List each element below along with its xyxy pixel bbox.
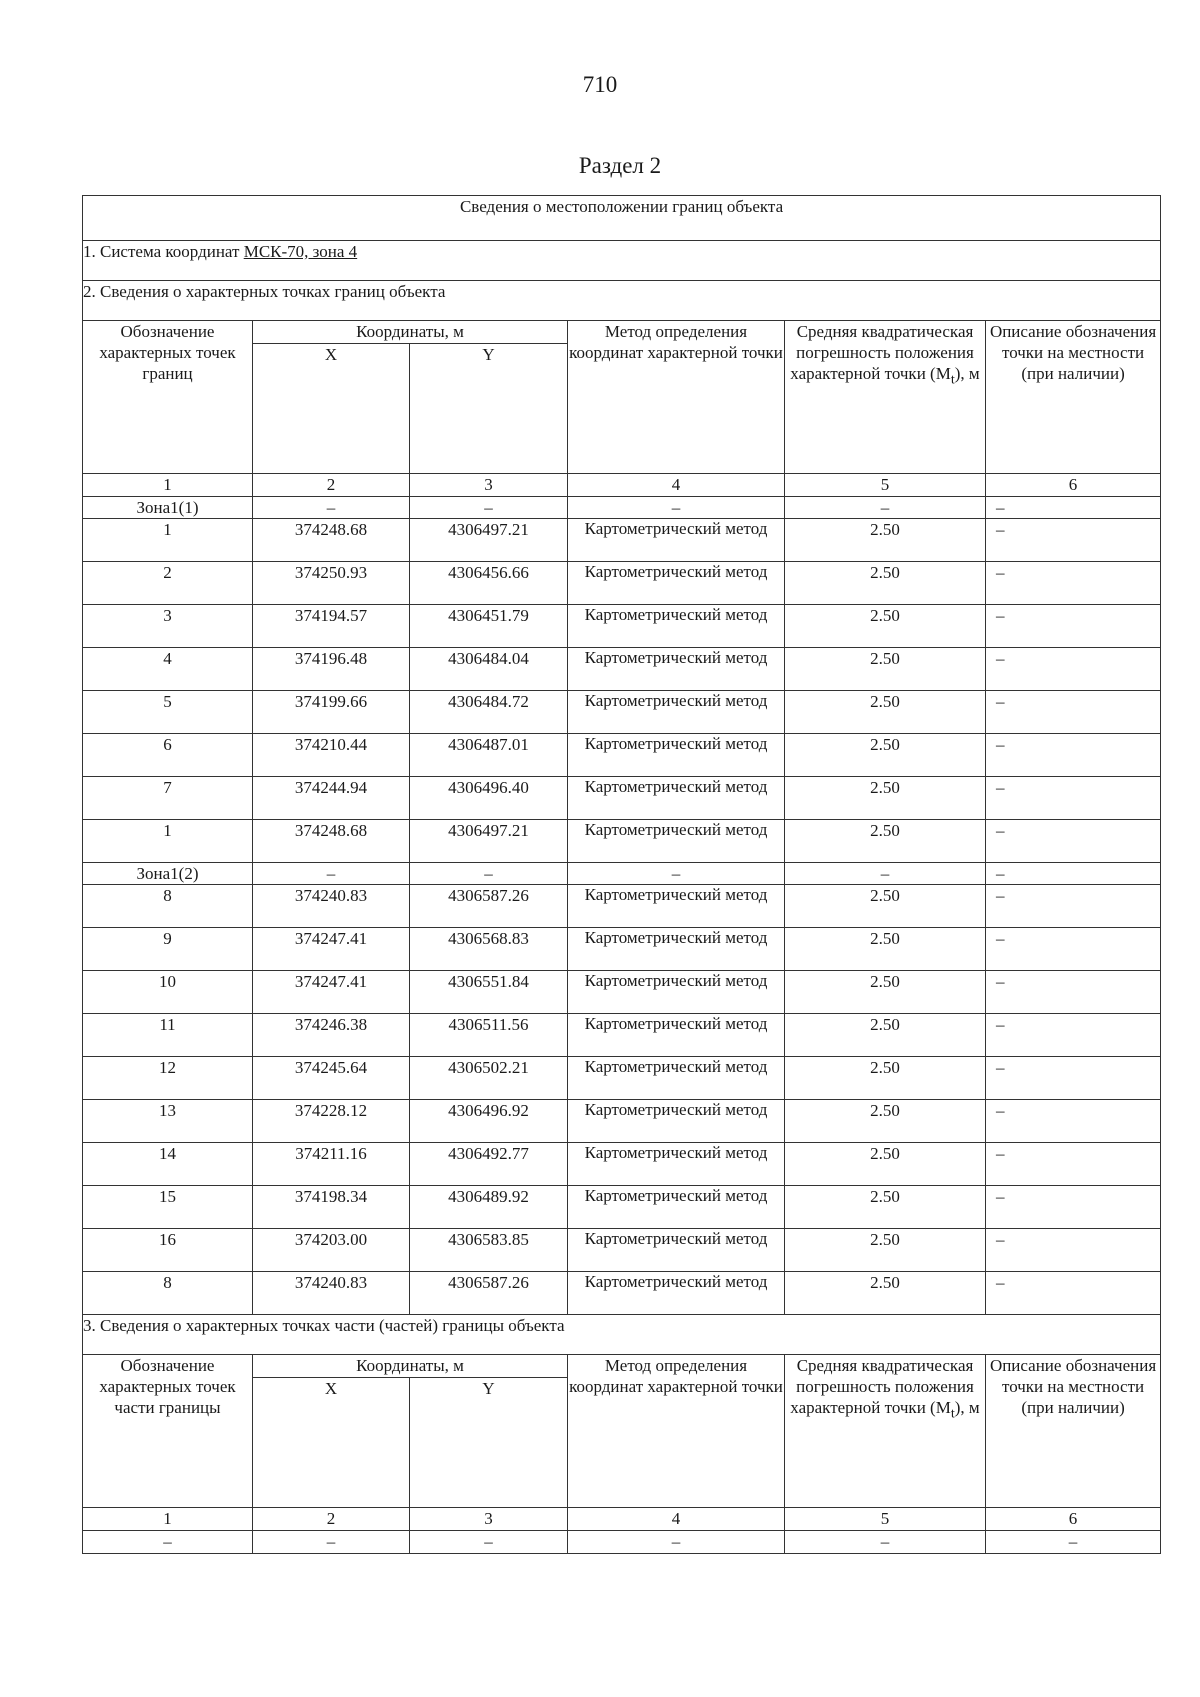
method: Картометрический метод: [568, 519, 785, 562]
column-number: 1: [83, 1508, 253, 1531]
coord-x: 374210.44: [253, 734, 410, 777]
point-number: 5: [83, 691, 253, 734]
table-row: [83, 928, 1161, 971]
zone-dash: –: [568, 497, 785, 519]
column-number: 2: [253, 1508, 410, 1531]
table-row: [83, 777, 1161, 820]
table-row: [83, 1143, 1161, 1186]
coord-x: 374248.68: [253, 519, 410, 562]
coord-system-row: [83, 241, 1161, 281]
column-number: 4: [568, 1508, 785, 1531]
zone-dash: –: [568, 863, 785, 885]
method: Картометрический метод: [568, 777, 785, 820]
point-number: 12: [83, 1057, 253, 1100]
parts-column-numbers-row: [83, 1508, 1161, 1531]
method: Картометрический метод: [568, 691, 785, 734]
coord-x: 374198.34: [253, 1186, 410, 1229]
header-row: [83, 321, 1161, 344]
coord-x: 374247.41: [253, 928, 410, 971]
parts-heading-row: [83, 1315, 1161, 1355]
method: Картометрический метод: [568, 734, 785, 777]
description: –: [986, 1229, 1161, 1272]
method: Картометрический метод: [568, 1186, 785, 1229]
parts-header-error-tail: ), м: [954, 1398, 980, 1417]
column-number: 6: [986, 474, 1161, 497]
zone-dash: –: [785, 497, 986, 519]
error-value: 2.50: [785, 562, 986, 605]
column-number: 2: [253, 474, 410, 497]
table-row: [83, 971, 1161, 1014]
table-row: [83, 1229, 1161, 1272]
coord-x: 374244.94: [253, 777, 410, 820]
header-error-tail: ), м: [954, 364, 980, 383]
point-number: 16: [83, 1229, 253, 1272]
parts-header-point: Обозначение характерных точек части границы: [83, 1355, 253, 1508]
method: Картометрический метод: [568, 648, 785, 691]
error-value: 2.50: [785, 971, 986, 1014]
point-number: 14: [83, 1143, 253, 1186]
point-number: 9: [83, 928, 253, 971]
parts-heading: 3. Сведения о характерных точках части (частей) границы объекта: [83, 1315, 1161, 1355]
header-y: Y: [410, 344, 568, 474]
description: –: [986, 562, 1161, 605]
coord-x: 374194.57: [253, 605, 410, 648]
method: Картометрический метод: [568, 1100, 785, 1143]
point-number: 6: [83, 734, 253, 777]
zone-row: [83, 863, 1161, 885]
boundary-table: [82, 195, 1161, 1554]
coord-system-value: МСК-70, зона 4: [243, 242, 358, 261]
empty-cell: –: [83, 1531, 253, 1554]
error-value: 2.50: [785, 1186, 986, 1229]
table-row: [83, 605, 1161, 648]
error-value: 2.50: [785, 519, 986, 562]
table-row: [83, 1272, 1161, 1315]
table-row: [83, 1057, 1161, 1100]
method: Картометрический метод: [568, 820, 785, 863]
section-title: Раздел 2: [578, 153, 662, 178]
header-error-sub: t: [950, 371, 955, 388]
error-value: 2.50: [785, 648, 986, 691]
error-value: 2.50: [785, 928, 986, 971]
method: Картометрический метод: [568, 885, 785, 928]
description: –: [986, 1272, 1161, 1315]
description: –: [986, 971, 1161, 1014]
header-coords: Координаты, м: [253, 321, 568, 344]
error-value: 2.50: [785, 777, 986, 820]
header-error: [785, 321, 986, 474]
parts-header-error: [785, 1355, 986, 1508]
coord-system-label: 1. Система координат: [83, 242, 244, 261]
point-number: 13: [83, 1100, 253, 1143]
coord-x: 374250.93: [253, 562, 410, 605]
zone-dash: –: [253, 863, 410, 885]
header-description: Описание обозначения точки на местности (при наличии): [986, 321, 1161, 474]
point-number: 8: [83, 1272, 253, 1315]
coord-y: 4306583.85: [410, 1229, 568, 1272]
coord-y: 4306497.21: [410, 519, 568, 562]
parts-header-y: Y: [410, 1378, 568, 1508]
description: –: [986, 519, 1161, 562]
point-number: 11: [83, 1014, 253, 1057]
column-number: 3: [410, 474, 568, 497]
points-heading-row: [83, 281, 1161, 321]
column-numbers-row: [83, 474, 1161, 497]
description: –: [986, 605, 1161, 648]
zone-dash: –: [986, 863, 1161, 885]
method: Картометрический метод: [568, 1272, 785, 1315]
point-number: 3: [83, 605, 253, 648]
points-heading: 2. Сведения о характерных точках границ объекта: [83, 281, 1161, 321]
coord-y: 4306492.77: [410, 1143, 568, 1186]
table-row: [83, 1014, 1161, 1057]
coord-y: 4306587.26: [410, 885, 568, 928]
point-number: 1: [83, 820, 253, 863]
coord-x: 374196.48: [253, 648, 410, 691]
description: –: [986, 691, 1161, 734]
table-row: [83, 820, 1161, 863]
error-value: 2.50: [785, 1014, 986, 1057]
description: –: [986, 1057, 1161, 1100]
point-number: 10: [83, 971, 253, 1014]
column-number: 4: [568, 474, 785, 497]
coord-x: 374247.41: [253, 971, 410, 1014]
description: –: [986, 1014, 1161, 1057]
table-row: [83, 562, 1161, 605]
coord-x: 374203.00: [253, 1229, 410, 1272]
description: –: [986, 1100, 1161, 1143]
page-number: 710: [582, 72, 618, 97]
method: Картометрический метод: [568, 605, 785, 648]
parts-empty-row: [83, 1531, 1161, 1554]
coord-y: 4306497.21: [410, 820, 568, 863]
method: Картометрический метод: [568, 1143, 785, 1186]
table-row: [83, 648, 1161, 691]
table-row: [83, 519, 1161, 562]
zone-dash: –: [785, 863, 986, 885]
zone-dash: –: [253, 497, 410, 519]
coord-y: 4306587.26: [410, 1272, 568, 1315]
method: Картометрический метод: [568, 1229, 785, 1272]
coord-y: 4306451.79: [410, 605, 568, 648]
coord-x: 374248.68: [253, 820, 410, 863]
coord-x: 374245.64: [253, 1057, 410, 1100]
error-value: 2.50: [785, 820, 986, 863]
description: –: [986, 928, 1161, 971]
zone-name: Зона1(1): [83, 497, 253, 519]
coord-y: 4306489.92: [410, 1186, 568, 1229]
table-row: [83, 1100, 1161, 1143]
empty-cell: –: [410, 1531, 568, 1554]
header-point: Обозначение характерных точек границ: [83, 321, 253, 474]
column-number: 3: [410, 1508, 568, 1531]
point-number: 4: [83, 648, 253, 691]
method: Картометрический метод: [568, 1014, 785, 1057]
method: Картометрический метод: [568, 971, 785, 1014]
header-error-text: Средняя квадратическая погрешность положения характерной точки (M: [790, 322, 974, 383]
parts-header-description: Описание обозначения точки на местности (при наличии): [986, 1355, 1161, 1508]
zone-row: [83, 497, 1161, 519]
error-value: 2.50: [785, 1272, 986, 1315]
coord-y: 4306484.04: [410, 648, 568, 691]
coord-y: 4306456.66: [410, 562, 568, 605]
table-row: [83, 691, 1161, 734]
coord-x: 374199.66: [253, 691, 410, 734]
parts-header-coords: Координаты, м: [253, 1355, 568, 1378]
empty-cell: –: [986, 1531, 1161, 1554]
parts-header-error-sub: t: [950, 1405, 955, 1422]
method: Картометрический метод: [568, 1057, 785, 1100]
coord-y: 4306484.72: [410, 691, 568, 734]
point-number: 2: [83, 562, 253, 605]
empty-cell: –: [568, 1531, 785, 1554]
point-number: 8: [83, 885, 253, 928]
coord-y: 4306496.40: [410, 777, 568, 820]
zone-dash: –: [986, 497, 1161, 519]
description: –: [986, 734, 1161, 777]
column-number: 1: [83, 474, 253, 497]
error-value: 2.50: [785, 605, 986, 648]
coord-x: 374211.16: [253, 1143, 410, 1186]
description: –: [986, 1186, 1161, 1229]
coord-x: 374228.12: [253, 1100, 410, 1143]
coord-y: 4306551.84: [410, 971, 568, 1014]
column-number: 5: [785, 474, 986, 497]
column-number: 6: [986, 1508, 1161, 1531]
zone-name: Зона1(2): [83, 863, 253, 885]
description: –: [986, 885, 1161, 928]
error-value: 2.50: [785, 1100, 986, 1143]
point-number: 15: [83, 1186, 253, 1229]
parts-header-x: X: [253, 1378, 410, 1508]
description: –: [986, 1143, 1161, 1186]
method: Картометрический метод: [568, 562, 785, 605]
point-number: 7: [83, 777, 253, 820]
column-number: 5: [785, 1508, 986, 1531]
coord-x: 374240.83: [253, 885, 410, 928]
description: –: [986, 820, 1161, 863]
description: –: [986, 648, 1161, 691]
error-value: 2.50: [785, 1229, 986, 1272]
table-title-row: [83, 196, 1161, 241]
error-value: 2.50: [785, 885, 986, 928]
table-title: Сведения о местоположении границ объекта: [83, 196, 1161, 241]
table-row: [83, 734, 1161, 777]
error-value: 2.50: [785, 734, 986, 777]
empty-cell: –: [785, 1531, 986, 1554]
error-value: 2.50: [785, 1057, 986, 1100]
method: Картометрический метод: [568, 928, 785, 971]
coord-y: 4306568.83: [410, 928, 568, 971]
table-row: [83, 1186, 1161, 1229]
header-method: Метод определения координат характерной точки: [568, 321, 785, 474]
empty-cell: –: [253, 1531, 410, 1554]
coord-y: 4306502.21: [410, 1057, 568, 1100]
parts-header-method: Метод определения координат характерной точки: [568, 1355, 785, 1508]
parts-header-error-text: Средняя квадратическая погрешность положения характерной точки (M: [790, 1356, 974, 1417]
coord-system: [83, 241, 1161, 281]
table-row: [83, 885, 1161, 928]
point-number: 1: [83, 519, 253, 562]
coord-y: 4306511.56: [410, 1014, 568, 1057]
description: –: [986, 777, 1161, 820]
coord-y: 4306496.92: [410, 1100, 568, 1143]
parts-header-row: [83, 1355, 1161, 1378]
zone-dash: –: [410, 863, 568, 885]
coord-x: 374246.38: [253, 1014, 410, 1057]
coord-x: 374240.83: [253, 1272, 410, 1315]
error-value: 2.50: [785, 1143, 986, 1186]
header-x: X: [253, 344, 410, 474]
coord-y: 4306487.01: [410, 734, 568, 777]
zone-dash: –: [410, 497, 568, 519]
error-value: 2.50: [785, 691, 986, 734]
